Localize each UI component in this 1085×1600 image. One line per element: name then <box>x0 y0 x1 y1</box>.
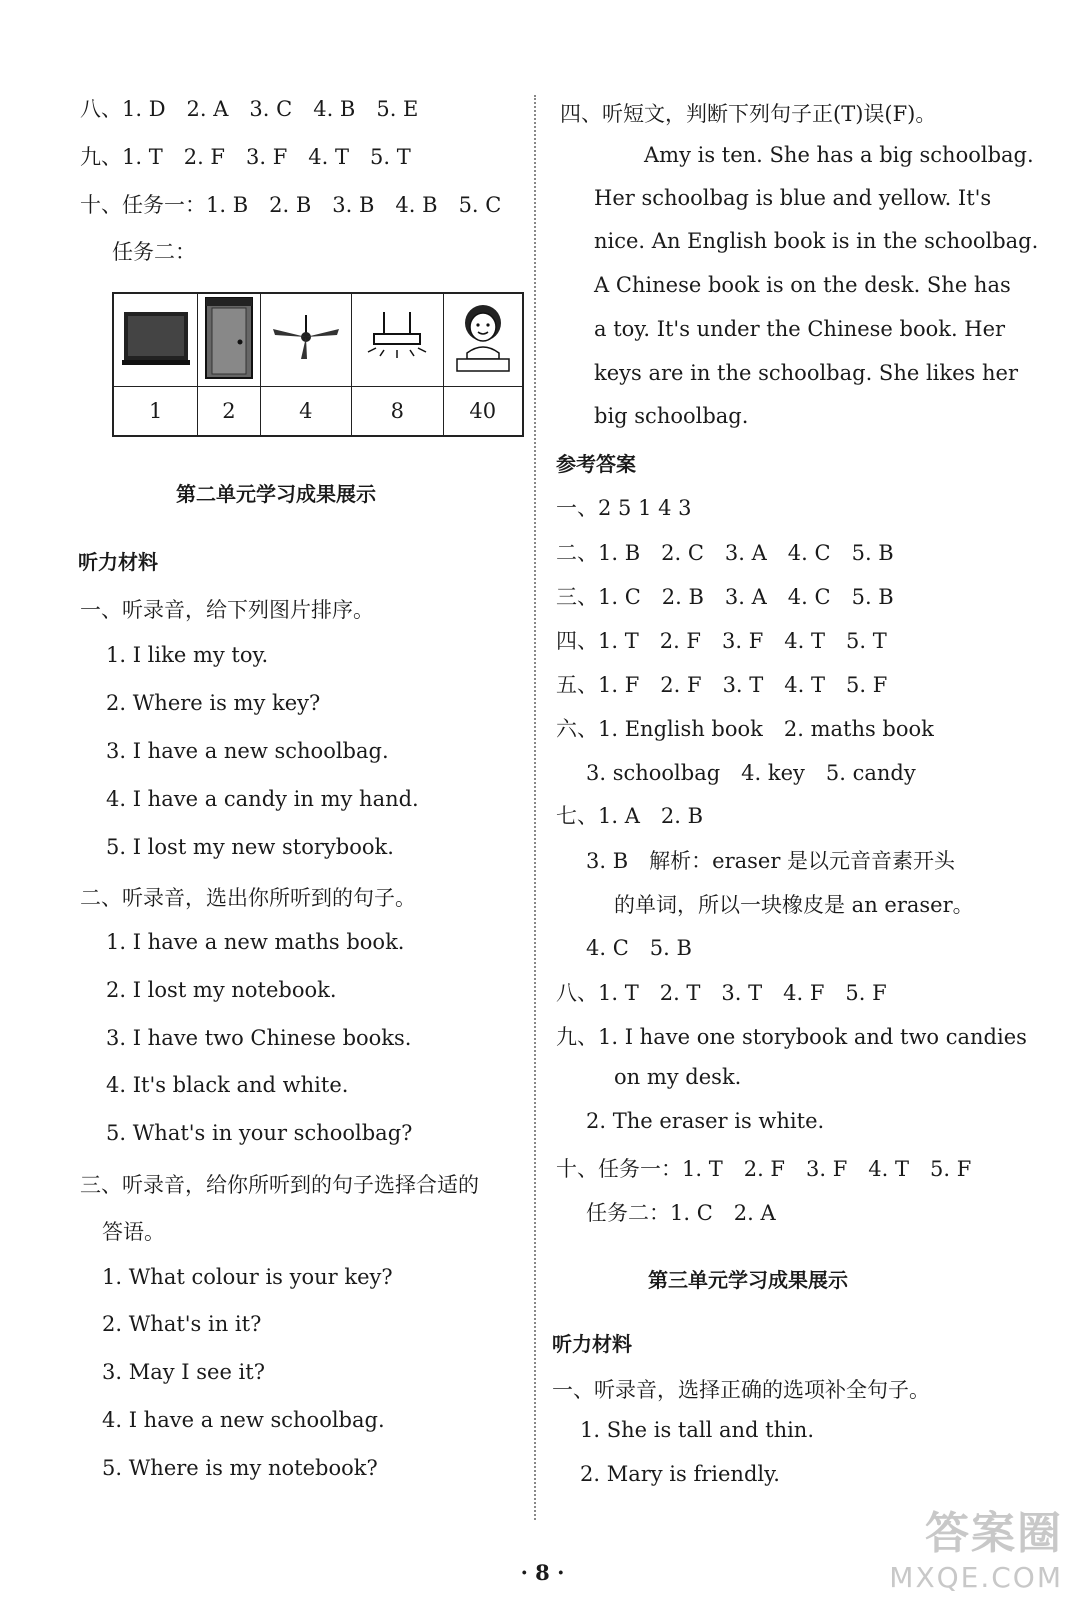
answer-line: 任务二：1. C 2. A <box>586 1201 776 1225</box>
section-3-heading-cont: 答语。 <box>102 1220 165 1244</box>
passage-line: big schoolbag. <box>594 404 749 428</box>
answer-line-cont: on my desk. <box>614 1065 742 1089</box>
answer-line: 2. The eraser is white. <box>586 1109 825 1133</box>
table-cell: 8 <box>352 387 444 437</box>
fan-picture <box>260 293 352 387</box>
blackboard-icon <box>122 310 190 366</box>
passage-line: A Chinese book is on the desk. She has <box>594 273 1011 297</box>
list-item: 4. I have a new schoolbag. <box>102 1408 385 1432</box>
answer-section-10-task1: 十、任务一：1. B 2. B 3. B 4. B 5. C <box>80 193 502 217</box>
section-2-heading: 二、听录音，选出你所听到的句子。 <box>80 886 416 910</box>
passage-line: Her schoolbag is blue and yellow. It's <box>594 186 992 210</box>
student-icon <box>451 301 515 375</box>
page-number: · 8 · <box>520 1560 565 1585</box>
section-3-heading: 三、听录音，给你所听到的句子选择合适的 <box>80 1173 479 1197</box>
answer-line: 4. C 5. B <box>586 936 692 960</box>
list-item: 3. May I see it? <box>102 1360 265 1384</box>
unit2-title: 第二单元学习成果展示 <box>176 482 376 506</box>
answer-line: 八、1. T 2. T 3. T 4. F 5. F <box>556 981 887 1005</box>
answer-line: 六、1. English book 2. maths book <box>556 717 934 741</box>
table-cell: 1 <box>113 387 198 437</box>
blackboard-picture <box>113 293 198 387</box>
passage-line: nice. An English book is in the schoolbag. <box>594 229 1039 253</box>
list-item: 2. Where is my key? <box>106 691 321 715</box>
passage-line: keys are in the schoolbag. She likes her <box>594 361 1018 385</box>
answer-line: 四、1. T 2. F 3. F 4. T 5. T <box>556 629 887 653</box>
column-divider <box>534 95 536 1520</box>
watermark-top: 答案圈 <box>925 1508 1063 1559</box>
watermark <box>889 1497 1063 1594</box>
list-item: 2. Mary is friendly. <box>580 1462 780 1486</box>
answer-line: 五、1. F 2. F 3. T 4. T 5. F <box>556 673 888 697</box>
listening-material-title-2: 听力材料 <box>552 1332 632 1356</box>
table-cell: 2 <box>198 387 260 437</box>
list-item: 1. She is tall and thin. <box>580 1418 815 1442</box>
passage-line: a toy. It's under the Chinese book. Her <box>594 317 1006 341</box>
list-item: 3. I have a new schoolbag. <box>106 739 389 763</box>
answer-line: 二、1. B 2. C 3. A 4. C 5. B <box>556 541 894 565</box>
answer-line: 七、1. A 2. B <box>556 804 704 828</box>
door-picture <box>198 293 260 387</box>
list-item: 1. I have a new maths book. <box>106 930 405 954</box>
picture-number-table <box>112 292 524 437</box>
answer-line: 一、2 5 1 4 3 <box>556 496 692 520</box>
answer-line: 3. schoolbag 4. key 5. candy <box>586 761 916 785</box>
answer-explanation: 3. B 解析：eraser 是以元音音素开头 <box>586 849 956 873</box>
section-1-heading: 一、听录音，给下列图片排序。 <box>80 598 374 622</box>
list-item: 1. I like my toy. <box>106 643 269 667</box>
answer-line: 十、任务一：1. T 2. F 3. F 4. T 5. F <box>556 1157 972 1181</box>
answer-section-9: 九、1. T 2. F 3. F 4. T 5. T <box>80 145 411 169</box>
list-item: 4. I have a candy in my hand. <box>106 787 419 811</box>
watermark-bottom: MXQE.COM <box>889 1561 1063 1594</box>
list-item: 1. What colour is your key? <box>102 1265 393 1289</box>
door-icon <box>204 296 254 380</box>
answer-explanation-cont: 的单词，所以一块橡皮是 an eraser。 <box>614 893 974 917</box>
list-item: 5. Where is my notebook? <box>102 1456 378 1480</box>
unit3-section-1-heading: 一、听录音，选择正确的选项补全句子。 <box>552 1378 930 1402</box>
answer-line: 九、1. I have one storybook and two candies <box>556 1025 1027 1049</box>
list-item: 2. I lost my notebook. <box>106 978 337 1002</box>
listening-material-title: 听力材料 <box>78 550 158 574</box>
student-picture <box>443 293 523 387</box>
list-item: 2. What's in it? <box>102 1312 262 1336</box>
list-item: 4. It's black and white. <box>106 1073 349 1097</box>
answer-section-8: 八、1. D 2. A 3. C 4. B 5. E <box>80 97 419 121</box>
list-item: 3. I have two Chinese books. <box>106 1026 412 1050</box>
reference-answers-title: 参考答案 <box>556 452 636 476</box>
passage-line: Amy is ten. She has a big schoolbag. <box>644 143 1034 167</box>
table-cell: 40 <box>443 387 523 437</box>
section-4-heading: 四、听短文，判断下列句子正(T)误(F)。 <box>560 102 937 126</box>
list-item: 5. I lost my new storybook. <box>106 835 394 859</box>
ceiling-fan-icon <box>269 313 343 363</box>
light-picture <box>352 293 444 387</box>
answer-line: 三、1. C 2. B 3. A 4. C 5. B <box>556 585 894 609</box>
answer-section-10-task2: 任务二： <box>112 240 196 264</box>
list-item: 5. What's in your schoolbag? <box>106 1121 413 1145</box>
table-cell: 4 <box>260 387 352 437</box>
unit3-title: 第三单元学习成果展示 <box>648 1268 848 1292</box>
light-icon <box>360 308 434 368</box>
